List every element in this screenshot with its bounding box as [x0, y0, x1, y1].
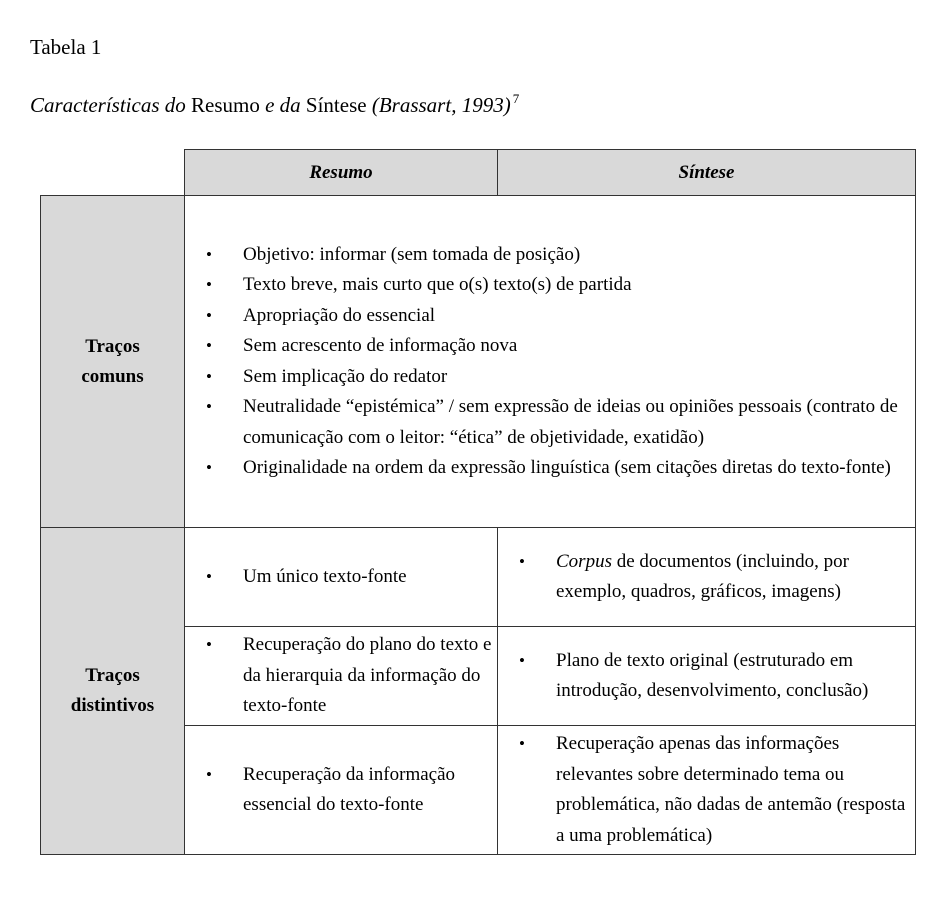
comparison-table: [40, 149, 916, 855]
common-traits-row: [41, 196, 916, 528]
distinctive-resumo-list: [185, 630, 497, 722]
list-item-text: de documentos (incluindo, por exemplo, quadros, gráficos, imagens): [556, 550, 849, 602]
caption-part-4: Síntese: [305, 93, 367, 117]
common-traits-list: [185, 240, 915, 484]
list-item-text: Recuperação apenas das informações relevantes sobre determinado tema ou problemática, não dadas de antemão (resposta a uma problemática): [556, 733, 906, 846]
table-label: Tabela 1: [30, 35, 102, 59]
distinctive-resumo-cell: [185, 627, 498, 726]
bullet-icon: •: [206, 336, 212, 355]
bullet-icon: •: [519, 734, 525, 753]
list-item-text: Neutralidade “epistémica” / sem expressão de ideias ou opiniões pessoais (contrato de comunicação com o leitor: “ética” de objetividade, exatidão): [243, 396, 898, 448]
list-item: [498, 547, 915, 608]
column-header-sintese: Síntese: [498, 150, 916, 196]
list-item: [185, 760, 497, 821]
bullet-icon: •: [206, 635, 212, 655]
list-item: [185, 270, 915, 301]
caption-part-3: e da: [265, 93, 301, 117]
distinctive-row-1: [41, 528, 916, 627]
row-header-common: [41, 196, 185, 528]
list-item: [185, 240, 915, 271]
list-item-text: Texto breve, mais curto que o(s) texto(s) de partida: [243, 274, 632, 295]
distinctive-sintese-cell: [498, 627, 916, 726]
distinctive-sintese-cell: [498, 726, 916, 855]
list-item-text: Objetivo: informar (sem tomada de posição): [243, 243, 581, 265]
distinctive-resumo-cell: [185, 528, 498, 627]
list-item: [185, 362, 915, 393]
distinctive-sintese-list: [498, 547, 915, 608]
footnote-marker: 7: [512, 91, 520, 106]
list-item: [498, 729, 915, 851]
bullet-icon: •: [206, 305, 212, 325]
row-header-distinctive: [41, 528, 185, 855]
column-header-resumo: Resumo: [185, 150, 498, 196]
list-item-text: Sem implicação do redator: [243, 365, 448, 387]
list-item-text: Apropriação do essencial: [243, 304, 436, 326]
row-header-common-line-2: comuns: [81, 365, 144, 387]
list-item-text: Um único texto-fonte: [243, 565, 407, 587]
list-item-text: Recuperação da informação essencial do texto-fonte: [243, 763, 456, 815]
bullet-icon: •: [206, 244, 212, 264]
list-item: [185, 392, 915, 453]
caption-part-2: Resumo: [191, 93, 260, 117]
row-header-distinctive-line-2: distintivos: [70, 695, 155, 716]
bullet-icon: •: [206, 275, 212, 294]
distinctive-resumo-cell: [185, 726, 498, 855]
list-item: [185, 562, 497, 593]
list-item-text: Plano de texto original (estruturado em introdução, desenvolvimento, conclusão): [556, 649, 869, 701]
table-caption: [30, 92, 519, 118]
bullet-icon: •: [206, 566, 212, 586]
distinctive-resumo-list: [185, 562, 497, 593]
bullet-icon: •: [206, 764, 212, 784]
bullet-icon: •: [206, 397, 212, 416]
bullet-icon: •: [519, 551, 525, 571]
row-header-distinctive-line-1: Traços: [85, 665, 140, 686]
bullet-icon: •: [519, 650, 525, 670]
list-item-text: Recuperação do plano do texto e da hierarquia da informação do texto-fonte: [243, 634, 492, 717]
distinctive-resumo-list: [185, 760, 497, 821]
list-item: [185, 630, 497, 722]
distinctive-sintese-cell: [498, 528, 916, 627]
list-item-text: Originalidade na ordem da expressão linguística (sem citações diretas do texto-fonte): [243, 457, 891, 478]
distinctive-sintese-list: [498, 646, 915, 707]
list-item: [185, 331, 915, 362]
list-item: [498, 646, 915, 707]
corpus-word: Corpus: [556, 550, 612, 572]
distinctive-sintese-list: [498, 729, 915, 851]
bullet-icon: •: [206, 458, 212, 477]
common-traits-cell: [185, 196, 916, 528]
caption-part-1: Características do: [30, 93, 186, 117]
list-item: [185, 453, 915, 484]
list-item-text: Sem acrescento de informação nova: [243, 335, 518, 356]
row-header-common-line-1: Traços: [85, 335, 140, 357]
bullet-icon: •: [206, 366, 212, 386]
corner-cell: [41, 150, 185, 196]
list-item: [185, 301, 915, 332]
header-row: [41, 150, 916, 196]
caption-part-5: (Brassart, 1993): [371, 93, 511, 117]
